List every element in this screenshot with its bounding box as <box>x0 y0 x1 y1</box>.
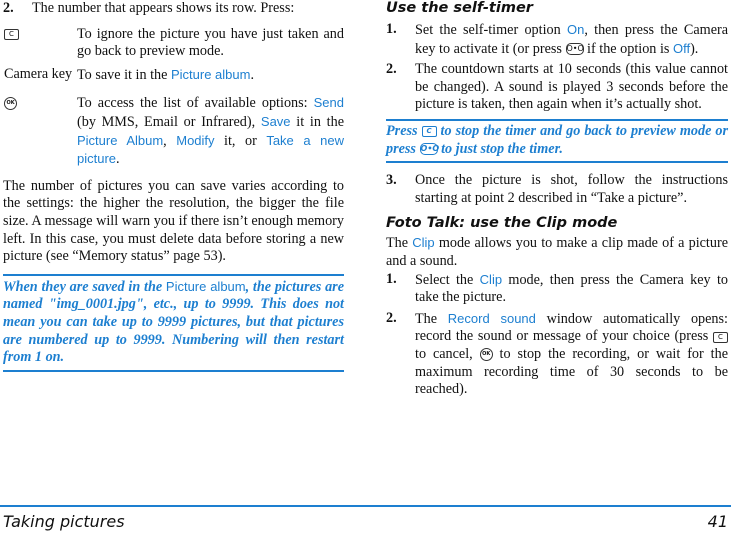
camera-key-label: Camera key <box>4 65 73 82</box>
send-option[interactable]: Send <box>313 95 344 111</box>
c-key-icon: C <box>422 126 437 137</box>
clip-link[interactable]: Clip <box>412 235 435 251</box>
step-2 <box>3 0 344 18</box>
key-row-camera <box>3 61 344 85</box>
step-text: The Record sound window automatically opens: record the sound or message of your choice (press C to cancel, OK to stop the recording, or wait for the maximum recording time of 30 seconds to be reached). <box>415 310 728 398</box>
ok-key-icon: OK <box>4 97 17 110</box>
timer-step-3 <box>386 172 728 207</box>
take-new-picture-option[interactable]: Take a new picture <box>77 132 345 167</box>
clip-intro: The Clip mode allows you to make a clip made of a picture and a sound. <box>386 235 728 269</box>
page-footer <box>0 505 731 536</box>
right-column <box>386 0 728 399</box>
off-option[interactable]: Off <box>672 40 691 56</box>
step-number: 2. <box>3 0 14 16</box>
step-text: Once the picture is shot, follow the instructions starting at point 2 described in “Take a picture”. <box>415 172 728 206</box>
step-text: The countdown starts at 10 seconds (this value cannot be changed). A sound is played 3 seconds before the picture is taken, then again when it’s actually shot. <box>415 61 728 113</box>
camera-key-desc: To save it in the Picture album. <box>77 66 254 83</box>
naming-note: When they are saved in the Picture album, the pictures are named "img_0001.jpg", etc., up to 9999. This does not mean you can take up to 9999 pictures, but that pictures are numbered up to 9999. Numbering will then restart from 1 on. <box>3 274 344 372</box>
step-number: 2. <box>386 61 397 78</box>
clip-step-1 <box>386 271 728 307</box>
picture-album-link[interactable]: Picture album <box>170 66 251 82</box>
camera-button-icon: O•O <box>566 44 584 54</box>
record-sound-link[interactable]: Record sound <box>447 310 536 326</box>
step-number: 1. <box>386 270 397 287</box>
modify-option[interactable]: Modify <box>176 132 215 148</box>
clip-step-2 <box>386 310 728 399</box>
memory-paragraph: The number of pictures you can save varies according to the settings: the higher the resolution, the bigger the file size. A message will warn you if there isn’t enough memory left. In this case, you must delete data before storing a new picture (see “Memory status” page 53). <box>3 177 344 265</box>
clip-mode-link[interactable]: Clip <box>479 271 503 287</box>
section-title: Taking pictures <box>3 512 125 531</box>
page-number: 41 <box>707 512 728 531</box>
step-number: 3. <box>386 172 397 189</box>
step-number: 2. <box>386 309 397 326</box>
ok-key-icon: OK <box>480 348 493 361</box>
key-row-ok <box>3 84 344 168</box>
step-number: 1. <box>386 21 397 37</box>
save-option[interactable]: Save <box>260 113 291 129</box>
note-picture-album-link[interactable]: Picture album <box>165 278 246 294</box>
ok-key-desc: To access the list of available options: Send (by MMS, Email or Infrared), Save it in the Picture Album, Modify it, or Take a new picture. <box>77 95 345 168</box>
step-text: The number that appears shows its row. Press: <box>32 0 295 16</box>
step-text: Select the Clip mode, then press the Camera key to take the picture. <box>415 271 729 306</box>
on-option[interactable]: On <box>566 22 585 37</box>
self-timer-heading: Use the self-timer <box>386 0 533 16</box>
c-key-icon: C <box>713 332 728 343</box>
timer-step-1 <box>386 21 728 58</box>
key-table <box>3 26 344 169</box>
timer-note: Press C to stop the timer and go back to preview mode or press O•O to just stop the timer. <box>386 119 728 163</box>
c-key-icon: C <box>4 29 19 40</box>
step-text: Set the self-timer option On, then press the Camera key to activate it (or press O•O if the option is Off). <box>415 22 729 57</box>
key-row-c <box>3 26 344 61</box>
picture-album-option[interactable]: Picture Album <box>77 132 164 148</box>
c-key-desc: To ignore the picture you have just taken and go back to preview mode. <box>77 25 344 60</box>
clip-mode-heading: Foto Talk: use the Clip mode <box>386 215 618 232</box>
timer-step-2 <box>386 61 728 114</box>
camera-button-icon: O•O <box>420 144 440 154</box>
left-column <box>3 0 344 372</box>
